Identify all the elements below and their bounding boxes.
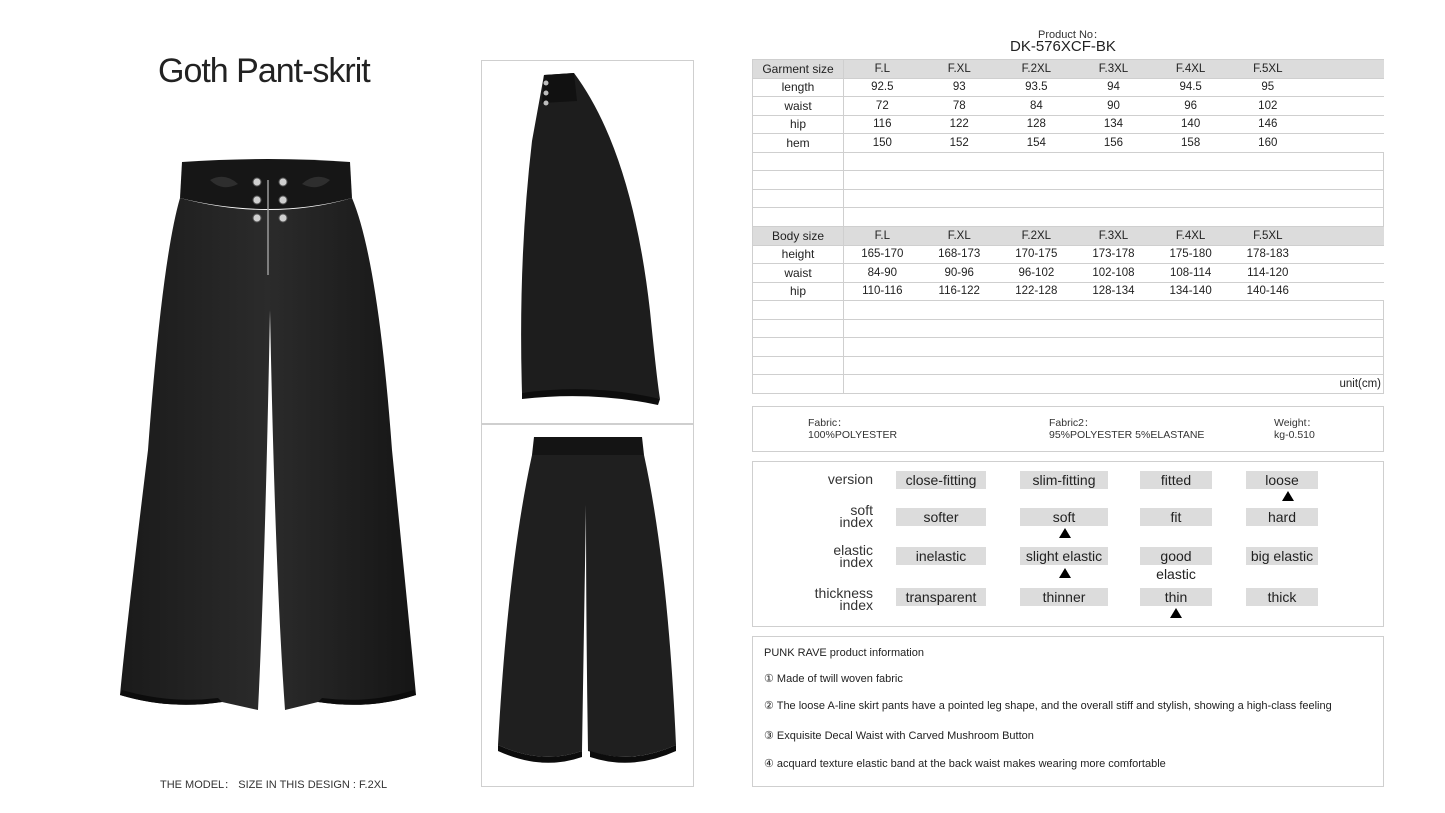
attr-option: close-fitting [896, 471, 986, 489]
table-cell: 178-183 [1229, 245, 1306, 264]
empty-cell [753, 152, 844, 171]
garment-size-table [752, 59, 1384, 227]
table-cell: 128 [998, 115, 1075, 134]
attr-option: thin [1140, 588, 1212, 606]
size-heading: F.3XL [1075, 60, 1152, 79]
table-cell: 102 [1229, 97, 1306, 116]
table-cell: 158 [1152, 134, 1229, 153]
attr-option: hard [1246, 508, 1318, 526]
row-label: hip [753, 282, 844, 301]
empty-cell [844, 208, 1384, 227]
attr-option: fitted [1140, 471, 1212, 489]
table-cell: 84-90 [844, 264, 921, 283]
table-row [753, 245, 1384, 264]
table-cell: 90-96 [921, 264, 998, 283]
table-cell: 78 [921, 97, 998, 116]
garment-header-row [753, 60, 1384, 79]
attr-option: soft [1020, 508, 1108, 526]
table-cell: 168-173 [921, 245, 998, 264]
table-cell: 170-175 [998, 245, 1075, 264]
size-heading: F.2XL [998, 60, 1075, 79]
attr-option: loose [1246, 471, 1318, 489]
table-spacer [1306, 134, 1383, 153]
empty-row [753, 152, 1384, 171]
table-cell: 175-180 [1152, 245, 1229, 264]
empty-row [753, 319, 1384, 338]
table-cell: 94 [1075, 78, 1152, 97]
empty-cell [753, 208, 844, 227]
table-cell: 156 [1075, 134, 1152, 153]
attr-label-line: elastic [833, 542, 873, 558]
info-item: ④ acquard texture elastic band at the back waist makes wearing more comfortable [764, 758, 1166, 770]
table-spacer [1306, 245, 1383, 264]
attr-label-line: thickness [814, 585, 873, 601]
empty-row [753, 301, 1384, 320]
weight-value: kg-0.510 [1274, 429, 1315, 441]
table-spacer [1306, 264, 1383, 283]
empty-cell [753, 338, 844, 357]
table-cell: 128-134 [1075, 282, 1152, 301]
unit-label: unit(cm) [844, 375, 1384, 394]
table-row [753, 264, 1384, 283]
empty-cell [844, 319, 1384, 338]
size-heading: F.5XL [1229, 227, 1306, 246]
table-cell: 90 [1075, 97, 1152, 116]
table-spacer [1306, 282, 1383, 301]
table-cell: 92.5 [844, 78, 921, 97]
table-cell: 122-128 [998, 282, 1075, 301]
table-cell: 134 [1075, 115, 1152, 134]
attribute-box [752, 461, 1384, 627]
table-cell: 154 [998, 134, 1075, 153]
size-heading: F.4XL [1152, 60, 1229, 79]
model-size-note: THE MODEL： SIZE IN THIS DESIGN : F.2XL [160, 779, 388, 791]
table-cell: 96-102 [998, 264, 1075, 283]
attr-label-version [773, 473, 873, 485]
size-heading: F.5XL [1229, 60, 1306, 79]
table-cell: 140 [1152, 115, 1229, 134]
attr-option: inelastic [896, 547, 986, 565]
row-label: waist [753, 97, 844, 116]
empty-cell [844, 189, 1384, 208]
empty-cell [844, 152, 1384, 171]
side-photo-frame [481, 60, 694, 424]
empty-cell [844, 356, 1384, 375]
back-photo-frame [481, 424, 694, 787]
fabric1-value: 100%POLYESTER [808, 429, 898, 441]
table-spacer [1306, 78, 1383, 97]
empty-row [753, 356, 1384, 375]
table-row [753, 134, 1384, 153]
size-heading: F.2XL [998, 227, 1075, 246]
product-info-box [752, 636, 1384, 787]
fabric2-label: Fabric2： [1049, 417, 1095, 429]
empty-row [753, 189, 1384, 208]
size-heading: F.4XL [1152, 227, 1229, 246]
size-heading: F.L [844, 227, 921, 246]
table-cell: 93.5 [998, 78, 1075, 97]
empty-cell [844, 171, 1384, 190]
empty-row [753, 208, 1384, 227]
table-cell: 122 [921, 115, 998, 134]
selected-marker-icon [1059, 568, 1071, 578]
size-heading: F.XL [921, 60, 998, 79]
table-cell: 95 [1229, 78, 1306, 97]
table-row [753, 78, 1384, 97]
row-label: hem [753, 134, 844, 153]
attr-label-thickness-index [773, 587, 873, 611]
table-cell: 140-146 [1229, 282, 1306, 301]
table-cell: 150 [844, 134, 921, 153]
attr-label-soft-index [773, 504, 873, 528]
info-heading: PUNK RAVE product information [764, 647, 924, 659]
table-cell: 165-170 [844, 245, 921, 264]
side-product-photo [482, 61, 693, 423]
empty-cell [753, 189, 844, 208]
table-cell: 93 [921, 78, 998, 97]
weight-label: Weight： [1274, 417, 1317, 429]
table-cell: 94.5 [1152, 78, 1229, 97]
empty-cell [753, 301, 844, 320]
table-cell: 152 [921, 134, 998, 153]
attr-option: fit [1140, 508, 1212, 526]
attr-label-line: version [827, 471, 873, 487]
table-cell: 160 [1229, 134, 1306, 153]
table-row [753, 97, 1384, 116]
empty-row [753, 338, 1384, 357]
unit-row [753, 375, 1384, 394]
table-row [753, 115, 1384, 134]
table-cell: 84 [998, 97, 1075, 116]
product-title: Goth Pant-skrit [158, 52, 370, 90]
empty-cell [844, 338, 1384, 357]
empty-cell [753, 319, 844, 338]
attr-option: slim-fitting [1020, 471, 1108, 489]
front-product-photo [110, 150, 430, 770]
fabric1-label: Fabric： [808, 417, 848, 429]
table-cell: 116-122 [921, 282, 998, 301]
table-cell: 134-140 [1152, 282, 1229, 301]
size-heading: F.3XL [1075, 227, 1152, 246]
info-item: ② The loose A-line skirt pants have a pointed leg shape, and the overall stiff and stylish, showing a high-class feeling [764, 700, 1332, 712]
empty-row [753, 171, 1384, 190]
product-number: DK-576XCF-BK [1010, 38, 1116, 55]
size-heading: F.L [844, 60, 921, 79]
table-spacer [1306, 115, 1383, 134]
body-size-header: Body size [753, 227, 844, 246]
selected-marker-icon [1170, 608, 1182, 618]
fabric2-value: 95%POLYESTER 5%ELASTANE [1049, 429, 1205, 441]
empty-cell [844, 301, 1384, 320]
attr-option: slight elastic [1020, 547, 1108, 565]
info-item: ③ Exquisite Decal Waist with Carved Mushroom Button [764, 730, 1034, 742]
attr-label-line: soft [850, 502, 873, 518]
table-cell: 114-120 [1229, 264, 1306, 283]
fabric1 [808, 417, 897, 441]
table-cell: 72 [844, 97, 921, 116]
body-size-table [752, 226, 1384, 394]
row-label: waist [753, 264, 844, 283]
attr-option: thinner [1020, 588, 1108, 606]
attr-option: thick [1246, 588, 1318, 606]
table-cell: 146 [1229, 115, 1306, 134]
attr-label-elastic-index [773, 544, 873, 568]
row-label: hip [753, 115, 844, 134]
garment-size-header: Garment size [753, 60, 844, 79]
fabric-info-box [752, 406, 1384, 452]
table-cell: 108-114 [1152, 264, 1229, 283]
attr-option: softer [896, 508, 986, 526]
size-heading: F.XL [921, 227, 998, 246]
selected-marker-icon [1282, 491, 1294, 501]
row-label: length [753, 78, 844, 97]
body-header-row [753, 227, 1384, 246]
info-item: ① Made of twill woven fabric [764, 673, 903, 685]
back-product-photo [482, 425, 693, 786]
table-spacer [1306, 60, 1383, 79]
table-row [753, 282, 1384, 301]
selected-marker-icon [1059, 528, 1071, 538]
empty-cell [753, 375, 844, 394]
table-spacer [1306, 97, 1383, 116]
row-label: height [753, 245, 844, 264]
attr-option: transparent [896, 588, 986, 606]
table-cell: 102-108 [1075, 264, 1152, 283]
attr-option: big elastic [1246, 547, 1318, 565]
table-cell: 173-178 [1075, 245, 1152, 264]
attr-label-line: index [839, 597, 873, 613]
table-spacer [1306, 227, 1383, 246]
table-cell: 96 [1152, 97, 1229, 116]
attr-label-line: index [839, 554, 873, 570]
product-number-label: Product No： [1038, 29, 1105, 41]
weight [1274, 417, 1317, 441]
attr-option: good elastic [1140, 547, 1212, 565]
empty-cell [753, 356, 844, 375]
empty-cell [753, 171, 844, 190]
fabric2 [1049, 417, 1204, 441]
table-cell: 116 [844, 115, 921, 134]
table-cell: 110-116 [844, 282, 921, 301]
attr-label-line: index [839, 514, 873, 530]
